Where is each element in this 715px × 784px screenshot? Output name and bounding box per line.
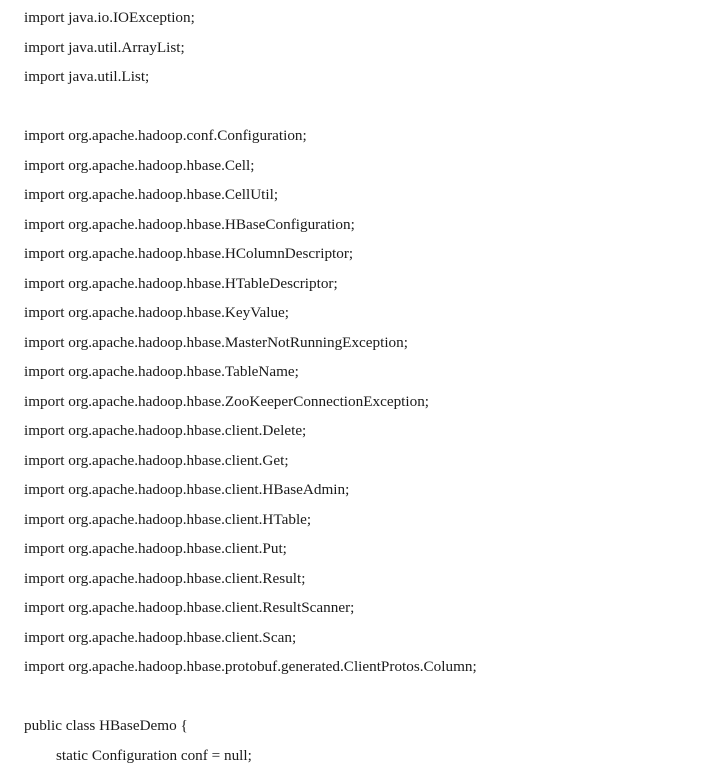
code-line: import org.apache.hadoop.hbase.MasterNotRunningException; [24, 333, 408, 351]
code-line: import org.apache.hadoop.hbase.Cell; [24, 156, 255, 174]
code-listing [24, 3, 704, 770]
code-line: import org.apache.hadoop.conf.Configuration; [24, 127, 307, 144]
code-line: import org.apache.hadoop.hbase.HBaseConfiguration; [24, 215, 355, 233]
blank-line [24, 92, 704, 122]
code-line: import org.apache.hadoop.hbase.HColumnDescriptor; [24, 245, 354, 262]
code-line: import org.apache.hadoop.hbase.client.Delete; [24, 422, 307, 439]
blank-line [24, 682, 704, 712]
code-line: import java.io.IOException; [24, 9, 195, 26]
code-line: import org.apache.hadoop.hbase.client.Put; [24, 540, 287, 557]
code-line: import org.apache.hadoop.hbase.CellUtil; [24, 186, 279, 203]
code-line: import org.apache.hadoop.hbase.client.Get; [24, 451, 289, 469]
code-line: import org.apache.hadoop.hbase.client.ResultScanner; [24, 599, 355, 616]
code-line: import java.util.ArrayList; [24, 38, 185, 56]
code-line: import org.apache.hadoop.hbase.client.HTable; [24, 510, 312, 528]
code-line: import org.apache.hadoop.hbase.KeyValue; [24, 304, 289, 321]
code-line: import org.apache.hadoop.hbase.ZooKeeperConnectionException; [24, 392, 430, 410]
field-declaration-line: static Configuration conf = null; [56, 746, 252, 764]
code-line: import org.apache.hadoop.hbase.client.Result; [24, 569, 306, 587]
code-line: import org.apache.hadoop.hbase.client.HBaseAdmin; [24, 481, 350, 498]
code-line: import java.util.List; [24, 68, 150, 85]
class-declaration-line: public class HBaseDemo { [24, 717, 188, 734]
code-line: import org.apache.hadoop.hbase.client.Scan; [24, 628, 297, 646]
code-line: import org.apache.hadoop.hbase.TableName; [24, 363, 299, 380]
code-line: import org.apache.hadoop.hbase.HTableDescriptor; [24, 274, 338, 292]
code-line: import org.apache.hadoop.hbase.protobuf.generated.ClientProtos.Column; [24, 658, 477, 675]
